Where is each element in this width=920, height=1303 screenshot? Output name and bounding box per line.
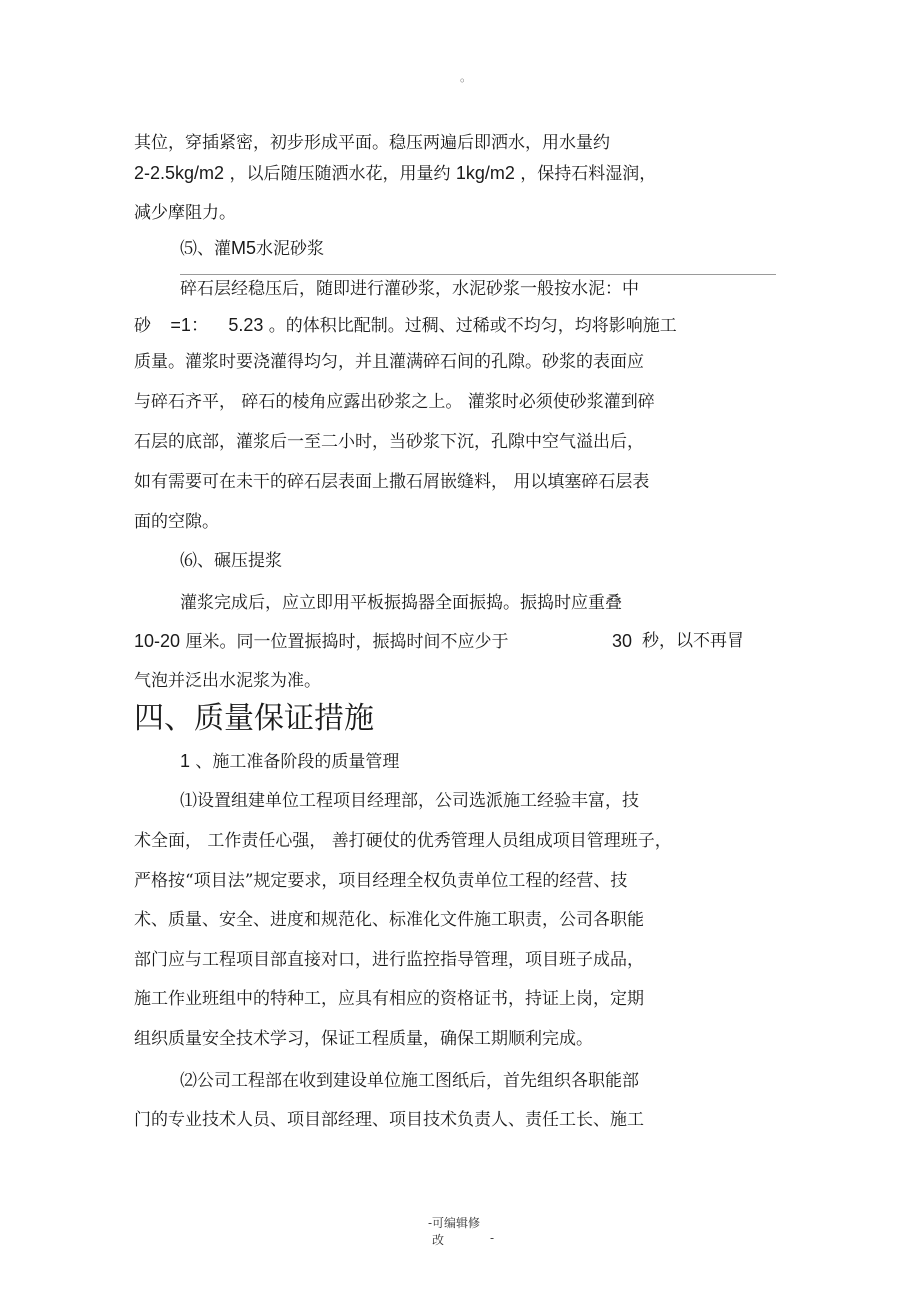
- section-heading: 四、质量保证措施: [134, 701, 374, 736]
- text-line: 严格按“项目法”规定要求，项目经理全权负责单位工程的经营、技: [134, 871, 628, 891]
- item-heading-5: [180, 237, 324, 260]
- text-line: 如有需要可在未干的碎石层表面上撒石屑嵌缝料， 用以填塞碎石层表: [134, 472, 650, 492]
- text-line: 与碎石齐平， 碎石的棱角应露出砂浆之上。 灌浆时必须使砂浆灌到碎: [134, 392, 655, 412]
- text-number: 30: [612, 631, 633, 651]
- text-line: 碎石层经稳压后，随即进行灌砂浆，水泥砂浆一般按水泥：中: [180, 279, 639, 299]
- subsection-heading: [180, 750, 399, 773]
- text-fragment: ，以后随压随洒水花，用量约: [229, 164, 451, 184]
- text-line: 其位，穿插紧密，初步形成平面。稳压两遍后即洒水，用水量约: [134, 133, 610, 153]
- text-fragment: 厘米。同一位置振捣时，振捣时间不应少于: [185, 632, 509, 652]
- text-fragment: 。的体积比配制。过稠、过稀或不均匀，均将影响施工: [268, 316, 677, 336]
- header-dot: 。: [460, 70, 473, 84]
- divider-line: [180, 274, 776, 275]
- text-number: 5.23: [228, 315, 264, 335]
- item-heading-6: ⑹、碾压提浆: [180, 551, 282, 571]
- text-fragment: ，保持石料湿润，: [520, 164, 657, 184]
- text-number: 1kg/m2: [455, 163, 515, 183]
- subsection-title: 、施工准备阶段的质量管理: [195, 752, 400, 772]
- text-line: [134, 162, 656, 185]
- text-fragment: 砂: [134, 316, 151, 336]
- item-code: M5: [231, 238, 257, 258]
- footer-label: -: [490, 1231, 495, 1245]
- item-number: ⑸、灌: [180, 239, 231, 259]
- footer-label: 改: [432, 1233, 445, 1247]
- text-line: 气泡并泛出水泥浆为准。: [134, 671, 321, 691]
- text-line: ⑵公司工程部在收到建设单位施工图纸后，首先组织各职能部: [180, 1071, 639, 1091]
- text-line: 质量。灌浆时要浇灌得均匀，并且灌满碎石间的孔隙。砂浆的表面应: [134, 352, 644, 372]
- subsection-number: 1: [180, 751, 191, 771]
- text-line: 部门应与工程项目部直接对口，进行监控指导管理，项目班子成品，: [134, 950, 644, 970]
- text-line: 减少摩阻力。: [134, 203, 236, 223]
- text-line: 组织质量安全技术学习，保证工程质量，确保工期顺利完成。: [134, 1029, 593, 1049]
- text-line: [134, 630, 774, 653]
- text-fragment: 秒，以不再冒: [642, 631, 744, 651]
- text-line: 术、质量、安全、进度和规范化、标准化文件施工职责，公司各职能: [134, 910, 644, 930]
- text-line: 灌浆完成后，应立即用平板振捣器全面振捣。振捣时应重叠: [180, 593, 622, 613]
- footer-label: -可编辑修: [428, 1216, 481, 1230]
- text-line: ⑴设置组建单位工程项目经理部，公司选派施工经验丰富，技: [180, 791, 639, 811]
- item-title: 水泥砂浆: [256, 239, 325, 259]
- text-line: 施工作业班组中的特种工，应具有相应的资格证书，持证上岗，定期: [134, 989, 644, 1009]
- text-line: 术全面， 工作责任心强， 善打硬仗的优秀管理人员组成项目管理班子，: [134, 831, 672, 851]
- text-line: 石层的底部，灌浆后一至二小时，当砂浆下沉，孔隙中空气溢出后，: [134, 432, 644, 452]
- text-line: [134, 314, 677, 337]
- text-line: 门的专业技术人员、项目部经理、项目技术负责人、责任工长、施工: [134, 1110, 644, 1130]
- text-fragment: =1：: [170, 315, 209, 335]
- text-number: 10-20: [134, 631, 181, 651]
- text-number: 2-2.5kg/m2: [134, 163, 225, 183]
- text-line: 面的空隙。: [134, 512, 219, 532]
